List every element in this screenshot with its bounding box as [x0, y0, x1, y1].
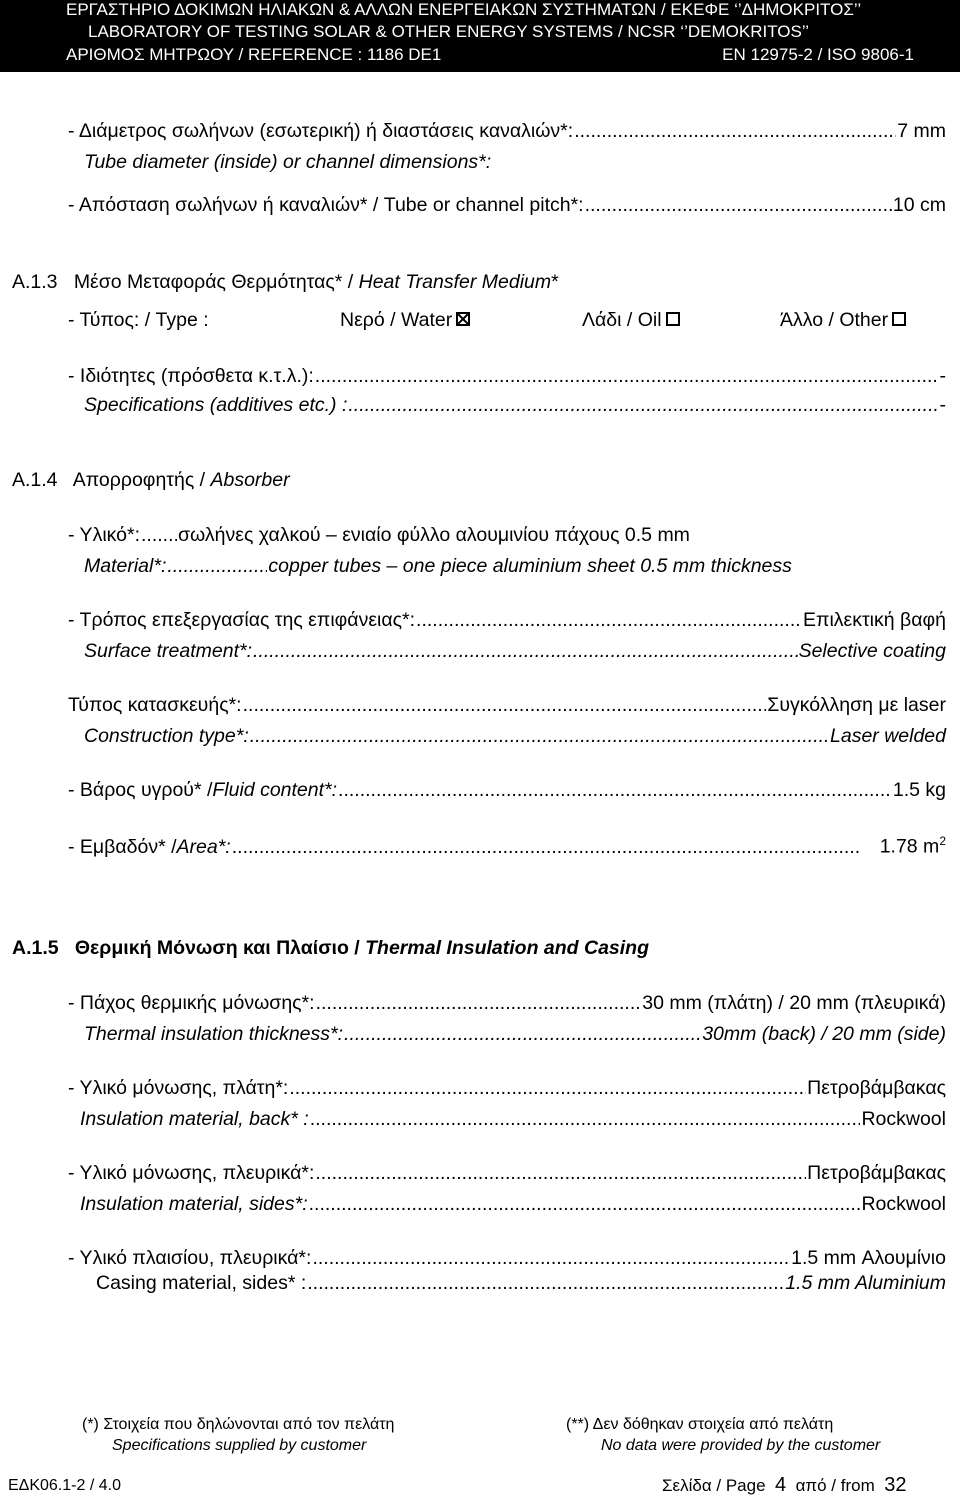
- empty-box-icon: [666, 312, 680, 326]
- material-label-english: Material*:: [84, 555, 167, 577]
- empty-box-icon: [892, 312, 906, 326]
- thickness-value-english: 30mm (back) / 20 mm (side): [702, 1023, 946, 1045]
- note-customer-greek: (*) Στοιχεία που δηλώνονται από τον πελάτη: [82, 1416, 395, 1433]
- asterisk: *: [551, 271, 559, 293]
- casing-english-row: [96, 1272, 946, 1295]
- area-exponent: 2: [939, 834, 946, 848]
- spec-greek-row: [68, 365, 946, 388]
- section-title-greek: Μέσο Μεταφοράς Θερμότητας* /: [73, 271, 359, 293]
- tube-pitch-label: - Απόσταση σωλήνων ή καναλιών* / Tube or channel pitch*:: [68, 194, 584, 216]
- area-label-greek: - Εμβαδόν* /: [68, 835, 177, 858]
- option-oil-label: Λάδι / Oil: [582, 309, 662, 331]
- medium-type-label: - Τύπος: / Type :: [68, 309, 209, 331]
- fluid-content-row: [68, 779, 946, 802]
- tube-diameter-value: 7 mm: [897, 120, 946, 142]
- construction-label-english: Construction type*:: [84, 725, 249, 747]
- option-oil: [582, 309, 680, 332]
- spec-label-english: Specifications (additives etc.) :: [84, 394, 348, 416]
- header-standard: EN 12975-2 / ISO 9806-1: [722, 45, 914, 64]
- tube-pitch-value: 10 cm: [892, 194, 946, 216]
- section-number: Α.1.4: [12, 469, 58, 491]
- insulation-thickness-english-row: [84, 1023, 946, 1046]
- checked-box-icon: [456, 312, 470, 326]
- section-title-greek: Απορροφητής /: [72, 469, 211, 491]
- area-number: 1.78 m: [879, 835, 940, 858]
- section-number: Α.1.5: [12, 937, 59, 959]
- insulation-back-greek-row: [68, 1077, 946, 1100]
- material-english-row: [84, 555, 946, 578]
- section-title-english: Absorber: [210, 469, 290, 491]
- option-water: [340, 309, 470, 332]
- page-number: 4: [774, 1474, 787, 1496]
- section-title-english: Thermal Insulation and Casing: [365, 937, 649, 959]
- material-greek-row: [68, 524, 946, 547]
- thickness-label-greek: - Πάχος θερμικής μόνωσης*:: [68, 992, 315, 1014]
- casing-value-english: 1.5 mm Aluminium: [785, 1272, 946, 1294]
- spec-value-english: -: [939, 394, 946, 416]
- page-total: 32: [884, 1474, 907, 1496]
- section-title-greek: Θερμική Μόνωση και Πλαίσιο /: [74, 937, 366, 959]
- note-nodata-english: No data were provided by the customer: [601, 1437, 881, 1454]
- tube-diameter-label-en: Tube diameter (inside) or channel dimensions*:: [84, 151, 492, 173]
- surface-greek-row: [68, 609, 946, 632]
- header-reference: ΑΡΙΘΜΟΣ ΜΗΤΡΩΟΥ / REFERENCE : 1186 DE1: [66, 45, 442, 64]
- insulation-thickness-greek-row: [68, 992, 946, 1015]
- option-water-label: Νερό / Water: [340, 309, 453, 331]
- page-label: Σελίδα / Page: [662, 1476, 766, 1495]
- section-a14-heading: [12, 469, 290, 492]
- surface-label-english: Surface treatment*:: [84, 640, 252, 662]
- material-value-english: copper tubes – one piece aluminium sheet 0.5 mm thickness: [268, 555, 792, 577]
- casing-label-english: Casing material, sides* :: [96, 1272, 307, 1294]
- casing-greek-row: [68, 1247, 946, 1270]
- spec-english-row: [84, 394, 946, 417]
- option-other: [780, 309, 906, 332]
- casing-label-greek: - Υλικό πλαισίου, πλευρικά*:: [68, 1247, 312, 1269]
- tube-pitch-row: [68, 194, 946, 217]
- area-row: [68, 834, 946, 859]
- sides-label-english: Insulation material, sides*:: [80, 1193, 308, 1215]
- thickness-label-english: Thermal insulation thickness*:: [84, 1023, 344, 1045]
- area-label-english: Area*:: [176, 835, 231, 858]
- spec-label-greek: - Ιδιότητες (πρόσθετα κ.τ.λ.):: [68, 365, 314, 387]
- header-lab-english: LABORATORY OF TESTING SOLAR & OTHER ENERGY SYSTEMS / NCSR ‘’DEMOKRITOS’’: [88, 22, 810, 41]
- back-label-greek: - Υλικό μόνωσης, πλάτη*:: [68, 1077, 289, 1099]
- surface-value-greek: Επιλεκτική βαφή: [802, 609, 946, 631]
- page-indicator: [662, 1474, 906, 1497]
- area-value: [880, 834, 946, 859]
- sides-value-greek: Πετροβάμβακας: [807, 1162, 946, 1184]
- from-label: από / from: [795, 1476, 875, 1495]
- fluid-label-english: Fluid content*:: [212, 779, 338, 801]
- sides-value-english: Rockwool: [861, 1193, 946, 1215]
- surface-label-greek: - Τρόπος επεξεργασίας της επιφάνειας*:: [68, 609, 416, 631]
- option-other-label: Άλλο / Other: [780, 309, 889, 331]
- casing-value-greek: 1.5 mm Αλουμίνιο: [791, 1247, 946, 1269]
- note-nodata-greek: (**) Δεν δόθηκαν στοιχεία από πελάτη: [566, 1416, 834, 1433]
- section-title-english: Heat Transfer Medium: [358, 271, 552, 293]
- back-value-english: Rockwool: [861, 1108, 946, 1130]
- document-code: ΕΔΚ06.1-2 / 4.0: [8, 1477, 121, 1494]
- construction-label-greek: Τύπος κατασκευής*:: [68, 694, 242, 716]
- fluid-label-greek: - Βάρος υγρού* /: [68, 779, 213, 801]
- header-lab-greek: ΕΡΓΑΣΤΗΡΙΟ ΔΟΚΙΜΩΝ ΗΛΙΑΚΩΝ & ΑΛΛΩΝ ΕΝΕΡΓΕΙΑΚΩΝ ΣΥΣΤΗΜΑΤΩΝ / ΕΚΕΦΕ ‘’ΔΗΜΟΚΡΙΤΟΣ’’: [66, 0, 862, 19]
- section-a13-heading: [12, 271, 559, 294]
- tube-diameter-label: - Διάμετρος σωλήνων (εσωτερική) ή διαστάσεις καναλιών*:: [68, 120, 574, 142]
- insulation-back-english-row: [80, 1108, 946, 1131]
- note-customer-english: Specifications supplied by customer: [112, 1437, 367, 1454]
- construction-value-english: Laser welded: [830, 725, 946, 747]
- spec-value-greek: -: [939, 365, 946, 387]
- material-value-greek: σωλήνες χαλκού – ενιαίο φύλλο αλουμινίου πάχους 0.5 mm: [178, 524, 690, 546]
- construction-value-greek: Συγκόλληση με laser: [767, 694, 946, 716]
- thickness-value-greek: 30 mm (πλάτη) / 20 mm (πλευρικά): [642, 992, 946, 1014]
- surface-value-english: Selective coating: [798, 640, 946, 662]
- material-label-greek: - Υλικό*:: [68, 524, 141, 546]
- surface-english-row: [84, 640, 946, 663]
- back-label-english: Insulation material, back* :: [80, 1108, 309, 1130]
- insulation-sides-english-row: [80, 1193, 946, 1216]
- section-a15-heading: [12, 937, 649, 960]
- back-value-greek: Πετροβάμβακας: [807, 1077, 946, 1099]
- sides-label-greek: - Υλικό μόνωσης, πλευρικά*:: [68, 1162, 315, 1184]
- document-header: [0, 0, 960, 72]
- insulation-sides-greek-row: [68, 1162, 946, 1185]
- construction-greek-row: [68, 694, 946, 717]
- tube-diameter-row: [68, 120, 946, 143]
- section-number: Α.1.3: [12, 271, 58, 293]
- construction-english-row: [84, 725, 946, 748]
- fluid-value: 1.5 kg: [892, 779, 946, 801]
